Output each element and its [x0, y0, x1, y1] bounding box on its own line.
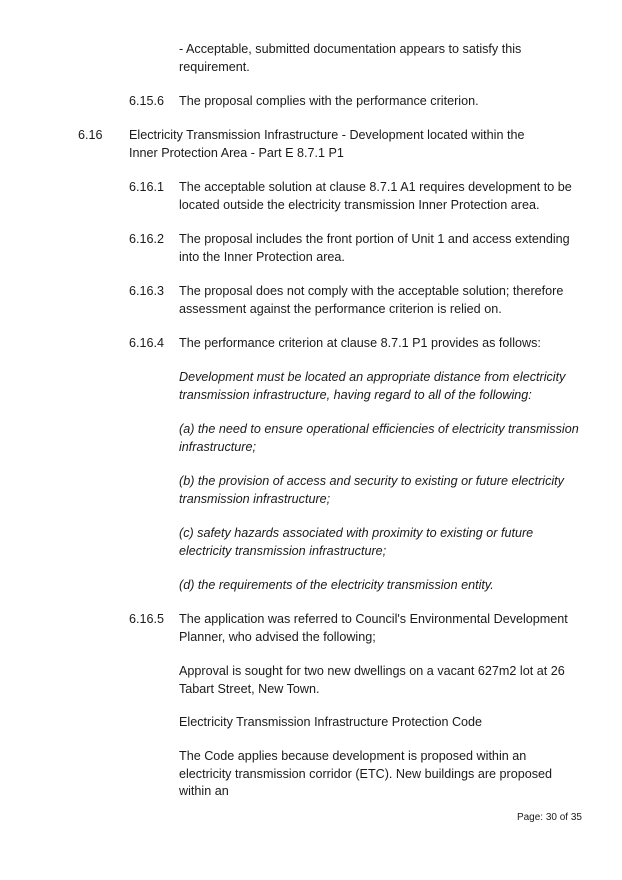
- referral-text: The Code applies because development is proposed within an electricity transmission corridor (ETC). New buildings are proposed within an: [179, 749, 553, 798]
- quoted-criterion-item-a: (a) the need to ensure operational efficiencies of electricity transmission infrastructure;: [179, 422, 579, 454]
- quoted-criterion-item-c: (c) safety hazards associated with proximity to existing or future electricity transmission infrastructure;: [179, 526, 534, 558]
- paragraph-number: 6.16.4: [129, 336, 165, 350]
- paragraph-text: The proposal complies with the performance criterion.: [179, 94, 479, 108]
- paragraph-number: 6.16.5: [129, 612, 165, 626]
- paragraph-text: The proposal does not comply with the acceptable solution; therefore assessment against the performance criterion is relied on.: [179, 284, 564, 316]
- quoted-criterion-item-d: (d) the requirements of the electricity transmission entity.: [179, 578, 494, 592]
- paragraph-text: - Acceptable, submitted documentation appears to satisfy this requirement.: [179, 42, 522, 74]
- quoted-criterion: Development must be located an appropriate distance from electricity transmission infrastructure, having regard to all of the following:: [179, 370, 566, 402]
- paragraph-number: 6.16.1: [129, 180, 165, 194]
- paragraph-text: The acceptable solution at clause 8.7.1 A1 requires development to be located outside the electricity transmission Inner Protection area.: [179, 180, 572, 212]
- paragraph-text: The performance criterion at clause 8.7.1 P1 provides as follows:: [179, 336, 541, 350]
- paragraph-number: 6.16.3: [129, 284, 165, 298]
- section-heading: Electricity Transmission Infrastructure - Development located within the Inner Protection Area - Part E 8.7.1 P1: [129, 128, 525, 160]
- referral-subheading: Electricity Transmission Infrastructure Protection Code: [179, 715, 483, 729]
- section-number: 6.16: [78, 128, 103, 142]
- referral-text: Approval is sought for two new dwellings on a vacant 627m2 lot at 26 Tabart Street, New Town.: [179, 664, 565, 696]
- page-number-footer: Page: 30 of 35: [516, 812, 582, 823]
- paragraph-number: 6.15.6: [129, 94, 165, 108]
- paragraph-text: The application was referred to Council's Environmental Development Planner, who advised the following;: [179, 612, 568, 644]
- paragraph-number: 6.16.2: [129, 232, 165, 246]
- quoted-criterion-item-b: (b) the provision of access and security to existing or future electricity transmission infrastructure;: [179, 474, 564, 506]
- paragraph-text: The proposal includes the front portion of Unit 1 and access extending into the Inner Protection area.: [179, 232, 570, 264]
